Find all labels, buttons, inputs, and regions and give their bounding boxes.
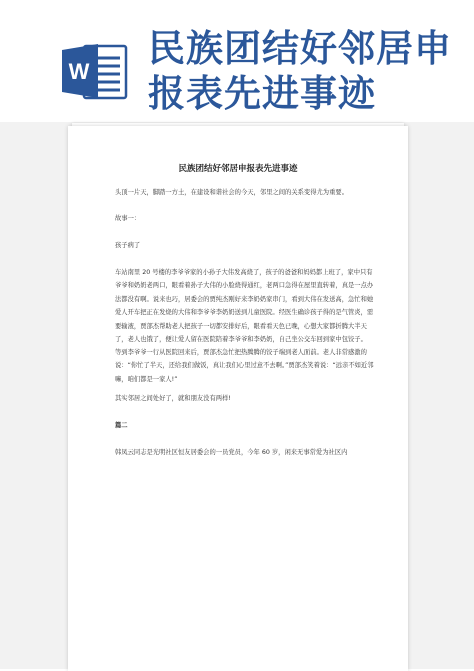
word-icon-letter: W bbox=[68, 59, 90, 84]
document-title: 民族团结好邻居申报表先进事迹 bbox=[178, 164, 298, 174]
paragraph-story-heading: 故事一： bbox=[115, 215, 141, 222]
paragraph-intro: 头顶一片天，脚踏一方土，在建设和谐社会的今天，邻里之间的关系变得尤为重要。 bbox=[115, 189, 348, 196]
paragraph-section-two-heading: 篇二 bbox=[115, 422, 128, 429]
paragraph-story-title: 孩子病了 bbox=[115, 242, 141, 249]
header bbox=[0, 0, 474, 122]
word-document-icon bbox=[62, 40, 128, 102]
paragraph-story-dialogue: 等到李爷爷一行从医院回来后，贾部杰急忙把热腾腾的饺子端到老人面前。老人非常感激的说：“你忙了半天，还给我们做饭，真让我们心里过意不去啊。”贾部杰笑着说：“远亲不如近邻嘛，咱们都是一家人!” bbox=[115, 349, 374, 383]
page-title-line-1: 民族团结好邻居申 bbox=[148, 27, 452, 70]
document-page bbox=[68, 126, 408, 671]
paragraph-story-body: 车站南里 20 号楼的李爷爷家的小孙子大伟发高烧了，孩子的爸爸和妈妈都上班了，家中只有爷爷和奶奶老两口，眼看着孙子大伟的小脸烧得通红，老两口急得在屋里直转着，真是一点办法都没有啊。说来也巧，居委会的贾纯杰刚好来李奶奶家串门，看到大伟在发送高，急忙和她爱人开车把正在发烧的大伟和李爷爷李奶奶送到儿童医院。经医生确诊孩子得的是气管炎，需要输液，贾部杰帮助老人把孩子一切都安排好后，眼看看天色已晚，心想大家都折腾大半天了，老人也饿了，便让爱人留在医院陪着李爷爷和李奶奶，自己坐公交车回到家中包饺子。 bbox=[115, 269, 374, 344]
page-title-line-2: 报表先进事迹 bbox=[148, 72, 376, 115]
paragraph-conclusion: 其实邻居之间处好了，就和朋友没有两样! bbox=[115, 395, 231, 402]
paragraph-section-two-body: 韩凤云同志是光明社区恒友居委会的一员党员，今年 60 岁，闲来无事常爱为社区内 bbox=[115, 449, 348, 456]
